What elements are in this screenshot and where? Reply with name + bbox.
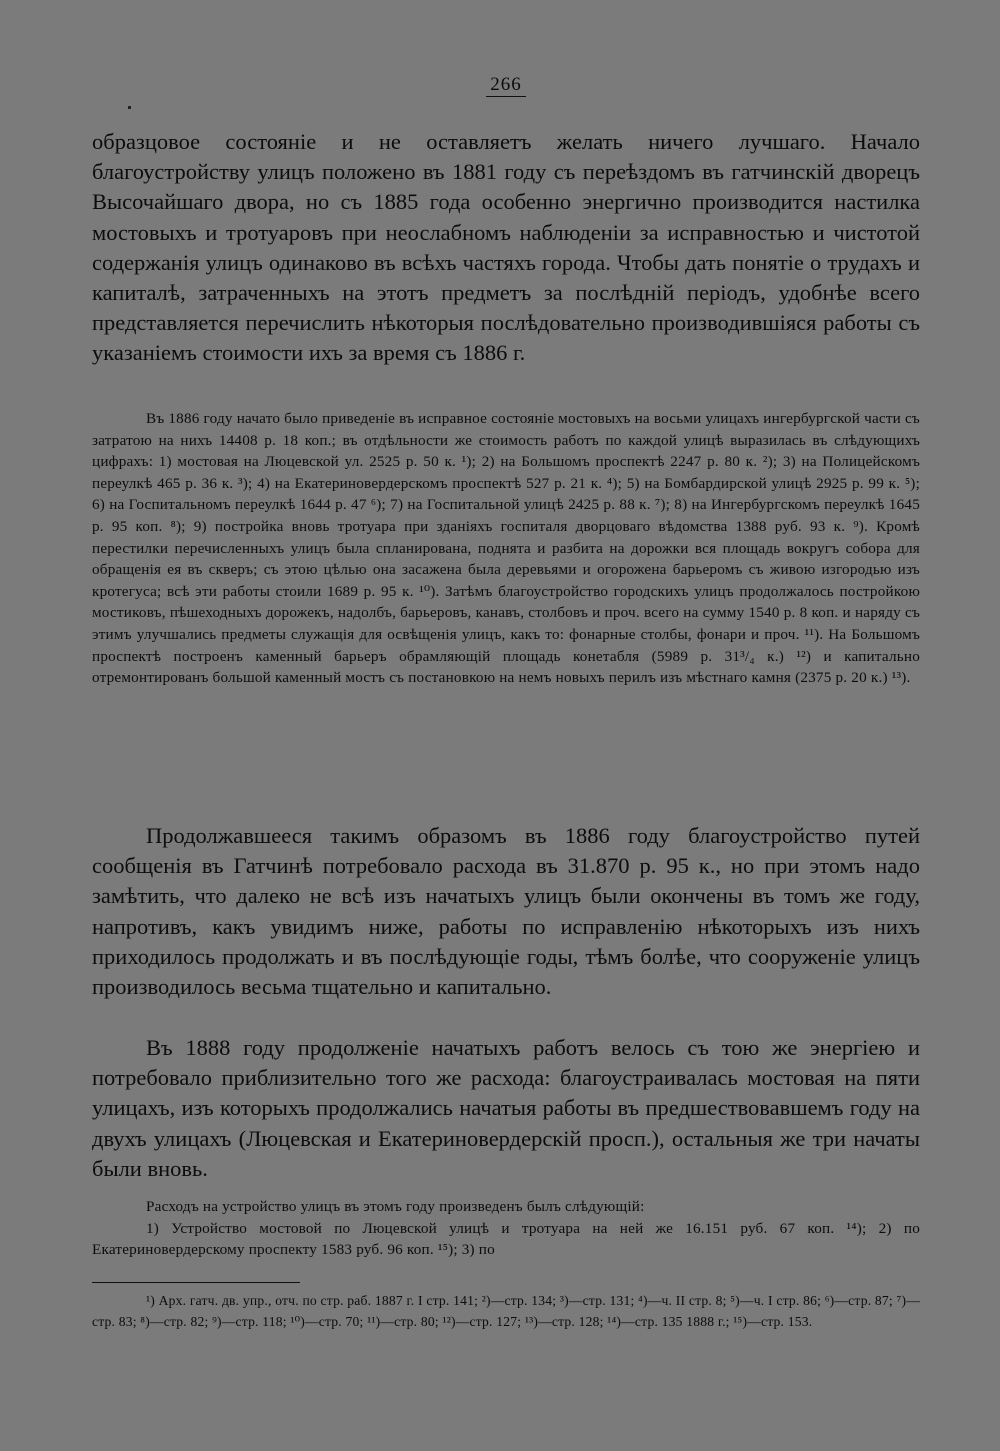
body-paragraph-4: Въ 1888 году продолженiе начатыхъ работъ велось съ тою же энергiею и потребовало приблизительно того же расхода: благоустраивалась мостовая на пяти улицахъ, изъ которыхъ продолжались начатыя работы въ предшествовавшемъ году на двухъ улицахъ (Люцевская и Екатериновердерскiй просп.), остальныя же три начаты были вновь. <box>92 1035 920 1181</box>
page-number-text: 266 <box>486 74 526 97</box>
expense-list: 1) Устройство мостовой по Люцевской улицѣ и тротуара на ней же 16.151 руб. 67 коп. ¹⁴); 2) по Екатериновердерскому проспекту 1583 руб. 96 коп. ¹⁵); 3) по <box>92 1219 920 1259</box>
body-paragraph-2-small: Въ 1886 году начато было приведенiе въ исправное состоянiе мостовыхъ на восьми улицахъ ингербургской части съ затратою на нихъ 14408 р. 18 коп.; въ отдѣльности же стоимость работъ по каждой улицѣ выразилась въ слѣдующихъ цифрахъ: 1) мостовая на Люцевской ул. 2525 р. 50 к. ¹); 2) на Большомъ проспектѣ 2247 р. 80 к. ²); 3) на Полицейскомъ переулкѣ 465 р. 36 к. ³); 4) на Екатериновердерскомъ проспектѣ 527 р. 21 к. ⁴); 5) на Бомбардирской улицѣ 2925 р. 99 к. ⁵); 6) на Госпитальномъ переулкѣ 1644 р. 47 ⁶); 7) на Госпитальной улицѣ 2425 р. 88 к. ⁷); 8) на Ингербургскомъ переулкѣ 1645 р. 95 коп. ⁸); 9) постройка вновь тротуара при зданiяхъ госпиталя дворцоваго вѣдомства 1388 руб. 93 к. ⁹). Кромѣ перестилки перечисленныхъ улицъ была спланирована, поднята и разбита на дорожки вся площадь вокругъ собора для обращенiя ея въ скверъ; съ этою цѣлью она засажена была деревьями и огорожена барьеромъ съ живою изгородью изъ кротегуса; всѣ эти работы стоили 1689 р. 95 к. ¹⁰). Затѣмъ благоустройство городскихъ улицъ продолжалось постройкою мостиковъ, пѣшеходныхъ дорожекъ, надолбъ, барьеровъ, канавъ, столбовъ и проч. всего на сумму 1540 р. 8 коп. и наряду съ этимъ улучшались предметы служащiя для освѣщенiя улицъ, какъ то: фонарные столбы, фонари и проч. ¹¹). На Большомъ проспектѣ построенъ каменный барьеръ обрамляющiй площадь конетабля (5989 р. 31³/₄ к.) ¹²) и капитально отремонтированъ большой каменный мостъ съ постановкою на немъ новыхъ перилъ изъ мѣстнаго камня (2375 р. 20 к.) ¹³). <box>92 410 920 687</box>
expense-intro: Расходъ на устройство улицъ въ этомъ году произведенъ былъ слѣдующiй: <box>146 1198 645 1215</box>
footnote-divider <box>92 1282 300 1283</box>
body-paragraph-5-small <box>92 1196 920 1261</box>
body-paragraph-3: Продолжавшееся такимъ образомъ въ 1886 году благоустройство путей сообщенiя въ Гатчинѣ потребовало расхода въ 31.870 р. 95 к., но при этомъ надо замѣтить, что далеко не всѣ изъ начатыхъ улицъ были окончены въ томъ же году, напротивъ, какъ увидимъ ниже, работы по исправленiю нѣкоторыхъ изъ нихъ приходилось продолжать и въ послѣдующiе годы, тѣмъ болѣе, что сооруженiе улицъ производилось весьма тщательно и капитально. <box>92 823 920 1000</box>
footnotes: ¹) Арх. гатч. дв. упр., отч. по стр. раб. 1887 г. I стр. 141; ²)—стр. 134; ³)—стр. 131; ⁴)—ч. II стр. 8; ⁵)—ч. I стр. 86; ⁶)—стр. 87; ⁷)—стр. 83; ⁸)—стр. 82; ⁹)—стр. 118; ¹⁰)—стр. 70; ¹¹)—стр. 80; ¹²)—стр. 127; ¹³)—стр. 128; ¹⁴)—стр. 135 1888 г.; ¹⁵)—стр. 153. <box>92 1293 920 1329</box>
page-number <box>92 74 920 96</box>
margin-mark <box>128 106 131 109</box>
body-paragraph-1: образцовое состоянiе и не оставляетъ желать ничего лучшаго. Начало благоустройству улицъ положено въ 1881 году съ переѣздомъ въ гатчинскiй дворецъ Высочайшаго двора, но съ 1885 года особенно энергично производится настилка мостовыхъ и тротуаровъ при неослабномъ наблюденiи за исправностью и чистотой содержанiя улицъ одинаково въ всѣхъ частяхъ города. Чтобы дать понятiе о трудахъ и капиталѣ, затраченныхъ на этотъ предметъ за послѣднiй перiодъ, удобнѣе всего представляется перечислить нѣкоторыя послѣдовательно производившiяся работы съ указанiемъ стоимости ихъ за время съ 1886 г. <box>92 129 920 366</box>
